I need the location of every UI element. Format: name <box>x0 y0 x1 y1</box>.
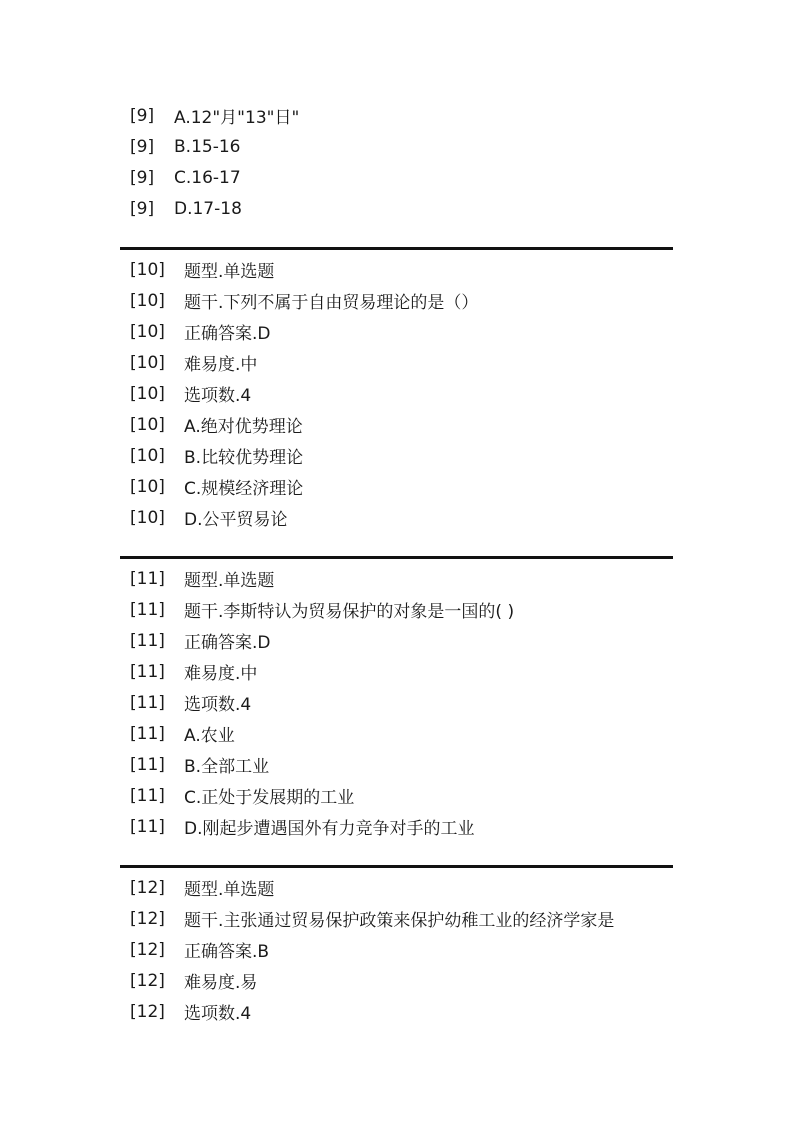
q12-option-count <box>130 996 673 1027</box>
line-text: D.刚起步遭遇国外有力竞争对手的工业 <box>184 819 475 839</box>
line-number: [11] <box>130 723 165 744</box>
line-text: 选项数.4 <box>184 695 252 715</box>
line-number: [10] <box>130 383 165 404</box>
q10-type <box>130 254 673 285</box>
line-number: [10] <box>130 445 165 466</box>
question-11-block <box>120 556 673 842</box>
line-number: [11] <box>130 785 165 806</box>
line-number: [9] <box>130 198 155 219</box>
line-number: [12] <box>130 939 165 960</box>
q11-difficulty <box>130 656 673 687</box>
q11-option-c <box>130 780 673 811</box>
q10-difficulty <box>130 347 673 378</box>
line-number: [10] <box>130 476 165 497</box>
q11-option-b <box>130 749 673 780</box>
line-number: [9] <box>130 136 155 157</box>
line-number: [9] <box>130 105 155 126</box>
q9-option-d <box>130 193 299 224</box>
line-number: [10] <box>130 352 165 373</box>
line-number: [11] <box>130 754 165 775</box>
line-text: 正确答案.D <box>184 324 271 344</box>
q9-option-a <box>130 100 299 131</box>
line-text: 题型.单选题 <box>184 571 275 591</box>
line-text: 题干.下列不属于自由贸易理论的是（） <box>184 293 479 313</box>
q11-option-a <box>130 718 673 749</box>
line-text: 题干.李斯特认为贸易保护的对象是一国的( ) <box>184 602 515 622</box>
line-number: [11] <box>130 692 165 713</box>
line-text: C.规模经济理论 <box>184 479 304 499</box>
question-12-block <box>120 865 673 1027</box>
line-number: [11] <box>130 630 165 651</box>
line-number: [12] <box>130 1001 165 1022</box>
line-number: [10] <box>130 414 165 435</box>
line-text: D.公平贸易论 <box>184 510 288 530</box>
line-text: 正确答案.D <box>184 633 271 653</box>
q12-stem <box>130 903 673 934</box>
q10-option-d <box>130 502 673 533</box>
line-text: B.全部工业 <box>184 757 270 777</box>
q11-option-count <box>130 687 673 718</box>
line-text: 选项数.4 <box>184 1004 252 1024</box>
q10-option-b <box>130 440 673 471</box>
line-text: 题型.单选题 <box>184 880 275 900</box>
line-number: [9] <box>130 167 155 188</box>
q10-option-count <box>130 378 673 409</box>
question-9-options <box>130 100 299 224</box>
question-10-block <box>120 247 673 533</box>
line-text: 题干.主张通过贸易保护政策来保护幼稚工业的经济学家是 <box>184 911 615 931</box>
line-number: [10] <box>130 321 165 342</box>
line-number: [12] <box>130 970 165 991</box>
q12-difficulty <box>130 965 673 996</box>
q10-answer <box>130 316 673 347</box>
line-text: 难易度.中 <box>184 355 258 375</box>
q11-type <box>130 563 673 594</box>
line-text: 难易度.中 <box>184 664 258 684</box>
line-number: [11] <box>130 661 165 682</box>
line-text: C.16-17 <box>174 167 241 188</box>
line-number: [11] <box>130 568 165 589</box>
line-number: [11] <box>130 816 165 837</box>
line-text: B.比较优势理论 <box>184 448 304 468</box>
q10-option-c <box>130 471 673 502</box>
line-text: B.15-16 <box>174 136 241 157</box>
line-number: [10] <box>130 507 165 528</box>
line-text: 难易度.易 <box>184 973 258 993</box>
line-text: 题型.单选题 <box>184 262 275 282</box>
line-number: [10] <box>130 290 165 311</box>
line-text: A.农业 <box>184 726 235 746</box>
line-text: 正确答案.B <box>184 942 270 962</box>
q10-option-a <box>130 409 673 440</box>
q12-answer <box>130 934 673 965</box>
line-text: D.17-18 <box>174 198 242 219</box>
q12-type <box>130 872 673 903</box>
q11-answer <box>130 625 673 656</box>
line-number: [12] <box>130 908 165 929</box>
line-number: [12] <box>130 877 165 898</box>
line-number: [11] <box>130 599 165 620</box>
q10-stem <box>130 285 673 316</box>
q11-stem <box>130 594 673 625</box>
line-text: C.正处于发展期的工业 <box>184 788 355 808</box>
q9-option-c <box>130 162 299 193</box>
line-text: A.绝对优势理论 <box>184 417 303 437</box>
q11-option-d <box>130 811 673 842</box>
line-text: A.12"月"13"日" <box>174 108 300 128</box>
line-number: [10] <box>130 259 165 280</box>
line-text: 选项数.4 <box>184 386 252 406</box>
q9-option-b <box>130 131 299 162</box>
